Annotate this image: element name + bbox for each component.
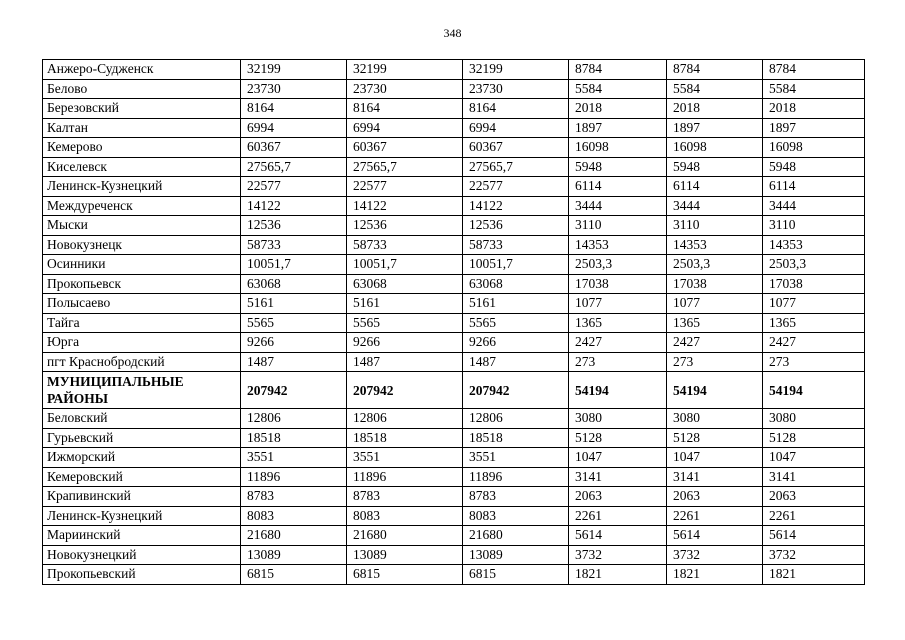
value-cell: 27565,7 <box>463 157 569 177</box>
value-cell: 5948 <box>763 157 865 177</box>
value-cell: 3732 <box>763 545 865 565</box>
value-cell: 1365 <box>763 313 865 333</box>
value-cell: 273 <box>569 352 667 372</box>
value-cell: 14122 <box>347 196 463 216</box>
page-number: 348 <box>443 26 462 40</box>
value-cell: 32199 <box>463 60 569 80</box>
value-cell: 5614 <box>763 526 865 546</box>
value-cell: 3141 <box>569 467 667 487</box>
value-cell: 1047 <box>667 448 763 468</box>
value-cell: 1365 <box>667 313 763 333</box>
value-cell: 1897 <box>763 118 865 138</box>
value-cell: 2503,3 <box>569 255 667 275</box>
value-cell: 11896 <box>241 467 347 487</box>
value-cell: 12536 <box>347 216 463 236</box>
value-cell: 8164 <box>347 99 463 119</box>
value-cell: 5948 <box>667 157 763 177</box>
table-row <box>43 545 865 565</box>
value-cell: 8784 <box>763 60 865 80</box>
value-cell: 8083 <box>347 506 463 526</box>
value-cell: 14353 <box>569 235 667 255</box>
value-cell: 18518 <box>463 428 569 448</box>
row-name-cell: Тайга <box>43 313 241 333</box>
table-row-section <box>43 372 865 409</box>
row-name-cell: Мыски <box>43 216 241 236</box>
value-cell: 23730 <box>241 79 347 99</box>
value-cell: 1487 <box>463 352 569 372</box>
value-cell: 5948 <box>569 157 667 177</box>
row-name-cell: Полысаево <box>43 294 241 314</box>
value-cell: 60367 <box>463 138 569 158</box>
value-cell: 60367 <box>347 138 463 158</box>
value-cell: 5161 <box>241 294 347 314</box>
value-cell: 207942 <box>241 372 347 409</box>
value-cell: 3444 <box>667 196 763 216</box>
value-cell: 60367 <box>241 138 347 158</box>
value-cell: 5614 <box>667 526 763 546</box>
value-cell: 14122 <box>241 196 347 216</box>
value-cell: 17038 <box>569 274 667 294</box>
value-cell: 27565,7 <box>347 157 463 177</box>
value-cell: 3732 <box>667 545 763 565</box>
value-cell: 6114 <box>569 177 667 197</box>
value-cell: 12536 <box>241 216 347 236</box>
value-cell: 1077 <box>667 294 763 314</box>
value-cell: 18518 <box>241 428 347 448</box>
table-row <box>43 448 865 468</box>
value-cell: 5128 <box>569 428 667 448</box>
value-cell: 12806 <box>463 409 569 429</box>
table-row <box>43 352 865 372</box>
value-cell: 8784 <box>667 60 763 80</box>
value-cell: 3141 <box>667 467 763 487</box>
value-cell: 2261 <box>667 506 763 526</box>
table-row <box>43 526 865 546</box>
value-cell: 13089 <box>347 545 463 565</box>
row-name-cell: Прокопьевск <box>43 274 241 294</box>
value-cell: 32199 <box>241 60 347 80</box>
value-cell: 9266 <box>463 333 569 353</box>
value-cell: 54194 <box>667 372 763 409</box>
table-row <box>43 235 865 255</box>
value-cell: 2261 <box>569 506 667 526</box>
value-cell: 54194 <box>763 372 865 409</box>
value-cell: 8783 <box>463 487 569 507</box>
data-table <box>42 59 865 585</box>
value-cell: 2018 <box>569 99 667 119</box>
value-cell: 1077 <box>763 294 865 314</box>
value-cell: 12536 <box>463 216 569 236</box>
table-row <box>43 157 865 177</box>
value-cell: 5161 <box>347 294 463 314</box>
value-cell: 27565,7 <box>241 157 347 177</box>
value-cell: 1821 <box>763 565 865 585</box>
value-cell: 2427 <box>667 333 763 353</box>
row-name-cell: Новокузнецкий <box>43 545 241 565</box>
row-name-cell: Ижморский <box>43 448 241 468</box>
value-cell: 2427 <box>763 333 865 353</box>
value-cell: 3141 <box>763 467 865 487</box>
value-cell: 1897 <box>667 118 763 138</box>
table-row <box>43 196 865 216</box>
value-cell: 2063 <box>763 487 865 507</box>
value-cell: 58733 <box>241 235 347 255</box>
row-name-cell: Юрга <box>43 333 241 353</box>
value-cell: 10051,7 <box>347 255 463 275</box>
value-cell: 16098 <box>569 138 667 158</box>
row-name-cell: Междуреченск <box>43 196 241 216</box>
value-cell: 9266 <box>241 333 347 353</box>
value-cell: 11896 <box>463 467 569 487</box>
value-cell: 2503,3 <box>667 255 763 275</box>
value-cell: 8164 <box>241 99 347 119</box>
value-cell: 3110 <box>569 216 667 236</box>
value-cell: 12806 <box>347 409 463 429</box>
value-cell: 6994 <box>241 118 347 138</box>
value-cell: 1897 <box>569 118 667 138</box>
value-cell: 16098 <box>667 138 763 158</box>
value-cell: 2018 <box>667 99 763 119</box>
value-cell: 21680 <box>241 526 347 546</box>
value-cell: 10051,7 <box>463 255 569 275</box>
row-name-cell: Белово <box>43 79 241 99</box>
table-row <box>43 274 865 294</box>
value-cell: 2261 <box>763 506 865 526</box>
value-cell: 17038 <box>667 274 763 294</box>
value-cell: 3444 <box>569 196 667 216</box>
value-cell: 8083 <box>463 506 569 526</box>
value-cell: 6815 <box>347 565 463 585</box>
table-row <box>43 216 865 236</box>
value-cell: 5128 <box>763 428 865 448</box>
row-name-cell: Гурьевский <box>43 428 241 448</box>
value-cell: 3732 <box>569 545 667 565</box>
value-cell: 3444 <box>763 196 865 216</box>
row-name-cell: Прокопьевский <box>43 565 241 585</box>
value-cell: 3080 <box>763 409 865 429</box>
value-cell: 5565 <box>241 313 347 333</box>
value-cell: 2427 <box>569 333 667 353</box>
value-cell: 6815 <box>241 565 347 585</box>
table-row <box>43 138 865 158</box>
table-row <box>43 177 865 197</box>
value-cell: 1365 <box>569 313 667 333</box>
value-cell: 3110 <box>763 216 865 236</box>
value-cell: 2063 <box>667 487 763 507</box>
value-cell: 6114 <box>667 177 763 197</box>
row-name-cell: Киселевск <box>43 157 241 177</box>
table-row <box>43 409 865 429</box>
value-cell: 5128 <box>667 428 763 448</box>
table-row <box>43 118 865 138</box>
table-body <box>43 60 865 585</box>
value-cell: 5614 <box>569 526 667 546</box>
value-cell: 273 <box>763 352 865 372</box>
value-cell: 23730 <box>347 79 463 99</box>
table-row <box>43 333 865 353</box>
value-cell: 8783 <box>347 487 463 507</box>
row-name-cell: Кемеровский <box>43 467 241 487</box>
value-cell: 1487 <box>241 352 347 372</box>
value-cell: 3551 <box>241 448 347 468</box>
row-name-cell: Кемерово <box>43 138 241 158</box>
value-cell: 3110 <box>667 216 763 236</box>
table-row <box>43 294 865 314</box>
table-row <box>43 60 865 80</box>
value-cell: 14122 <box>463 196 569 216</box>
value-cell: 8784 <box>569 60 667 80</box>
value-cell: 2018 <box>763 99 865 119</box>
table-row <box>43 255 865 275</box>
table-row <box>43 467 865 487</box>
value-cell: 32199 <box>347 60 463 80</box>
value-cell: 5584 <box>667 79 763 99</box>
value-cell: 14353 <box>667 235 763 255</box>
value-cell: 11896 <box>347 467 463 487</box>
row-name-cell: Новокузнецк <box>43 235 241 255</box>
row-name-cell: Беловский <box>43 409 241 429</box>
table-row <box>43 79 865 99</box>
value-cell: 18518 <box>347 428 463 448</box>
value-cell: 58733 <box>347 235 463 255</box>
value-cell: 3080 <box>569 409 667 429</box>
value-cell: 23730 <box>463 79 569 99</box>
value-cell: 63068 <box>463 274 569 294</box>
row-name-cell: Мариинский <box>43 526 241 546</box>
value-cell: 17038 <box>763 274 865 294</box>
value-cell: 207942 <box>347 372 463 409</box>
value-cell: 13089 <box>463 545 569 565</box>
value-cell: 8783 <box>241 487 347 507</box>
value-cell: 63068 <box>347 274 463 294</box>
value-cell: 1047 <box>763 448 865 468</box>
row-name-cell: Анжеро-Судженск <box>43 60 241 80</box>
value-cell: 63068 <box>241 274 347 294</box>
table-row <box>43 428 865 448</box>
value-cell: 54194 <box>569 372 667 409</box>
value-cell: 6815 <box>463 565 569 585</box>
row-name-cell: пгт Краснобродский <box>43 352 241 372</box>
value-cell: 6114 <box>763 177 865 197</box>
value-cell: 3551 <box>347 448 463 468</box>
row-name-cell: Калтан <box>43 118 241 138</box>
value-cell: 8164 <box>463 99 569 119</box>
value-cell: 5565 <box>347 313 463 333</box>
value-cell: 1821 <box>667 565 763 585</box>
value-cell: 273 <box>667 352 763 372</box>
value-cell: 1487 <box>347 352 463 372</box>
row-name-cell: Осинники <box>43 255 241 275</box>
table-row <box>43 487 865 507</box>
row-name-cell: Березовский <box>43 99 241 119</box>
value-cell: 58733 <box>463 235 569 255</box>
table-row <box>43 565 865 585</box>
value-cell: 22577 <box>347 177 463 197</box>
table-row <box>43 506 865 526</box>
row-name-cell: МУНИЦИПАЛЬНЫЕ РАЙОНЫ <box>43 372 241 409</box>
table-row <box>43 313 865 333</box>
value-cell: 14353 <box>763 235 865 255</box>
value-cell: 9266 <box>347 333 463 353</box>
value-cell: 3551 <box>463 448 569 468</box>
value-cell: 1821 <box>569 565 667 585</box>
value-cell: 5584 <box>569 79 667 99</box>
value-cell: 13089 <box>241 545 347 565</box>
value-cell: 2503,3 <box>763 255 865 275</box>
value-cell: 21680 <box>463 526 569 546</box>
value-cell: 22577 <box>241 177 347 197</box>
value-cell: 6994 <box>463 118 569 138</box>
table-row <box>43 99 865 119</box>
value-cell: 5584 <box>763 79 865 99</box>
value-cell: 1077 <box>569 294 667 314</box>
value-cell: 2063 <box>569 487 667 507</box>
row-name-cell: Ленинск-Кузнецкий <box>43 177 241 197</box>
value-cell: 1047 <box>569 448 667 468</box>
value-cell: 21680 <box>347 526 463 546</box>
value-cell: 3080 <box>667 409 763 429</box>
value-cell: 6994 <box>347 118 463 138</box>
value-cell: 22577 <box>463 177 569 197</box>
value-cell: 207942 <box>463 372 569 409</box>
value-cell: 16098 <box>763 138 865 158</box>
value-cell: 10051,7 <box>241 255 347 275</box>
value-cell: 8083 <box>241 506 347 526</box>
value-cell: 5161 <box>463 294 569 314</box>
row-name-cell: Крапивинский <box>43 487 241 507</box>
row-name-cell: Ленинск-Кузнецкий <box>43 506 241 526</box>
value-cell: 12806 <box>241 409 347 429</box>
value-cell: 5565 <box>463 313 569 333</box>
